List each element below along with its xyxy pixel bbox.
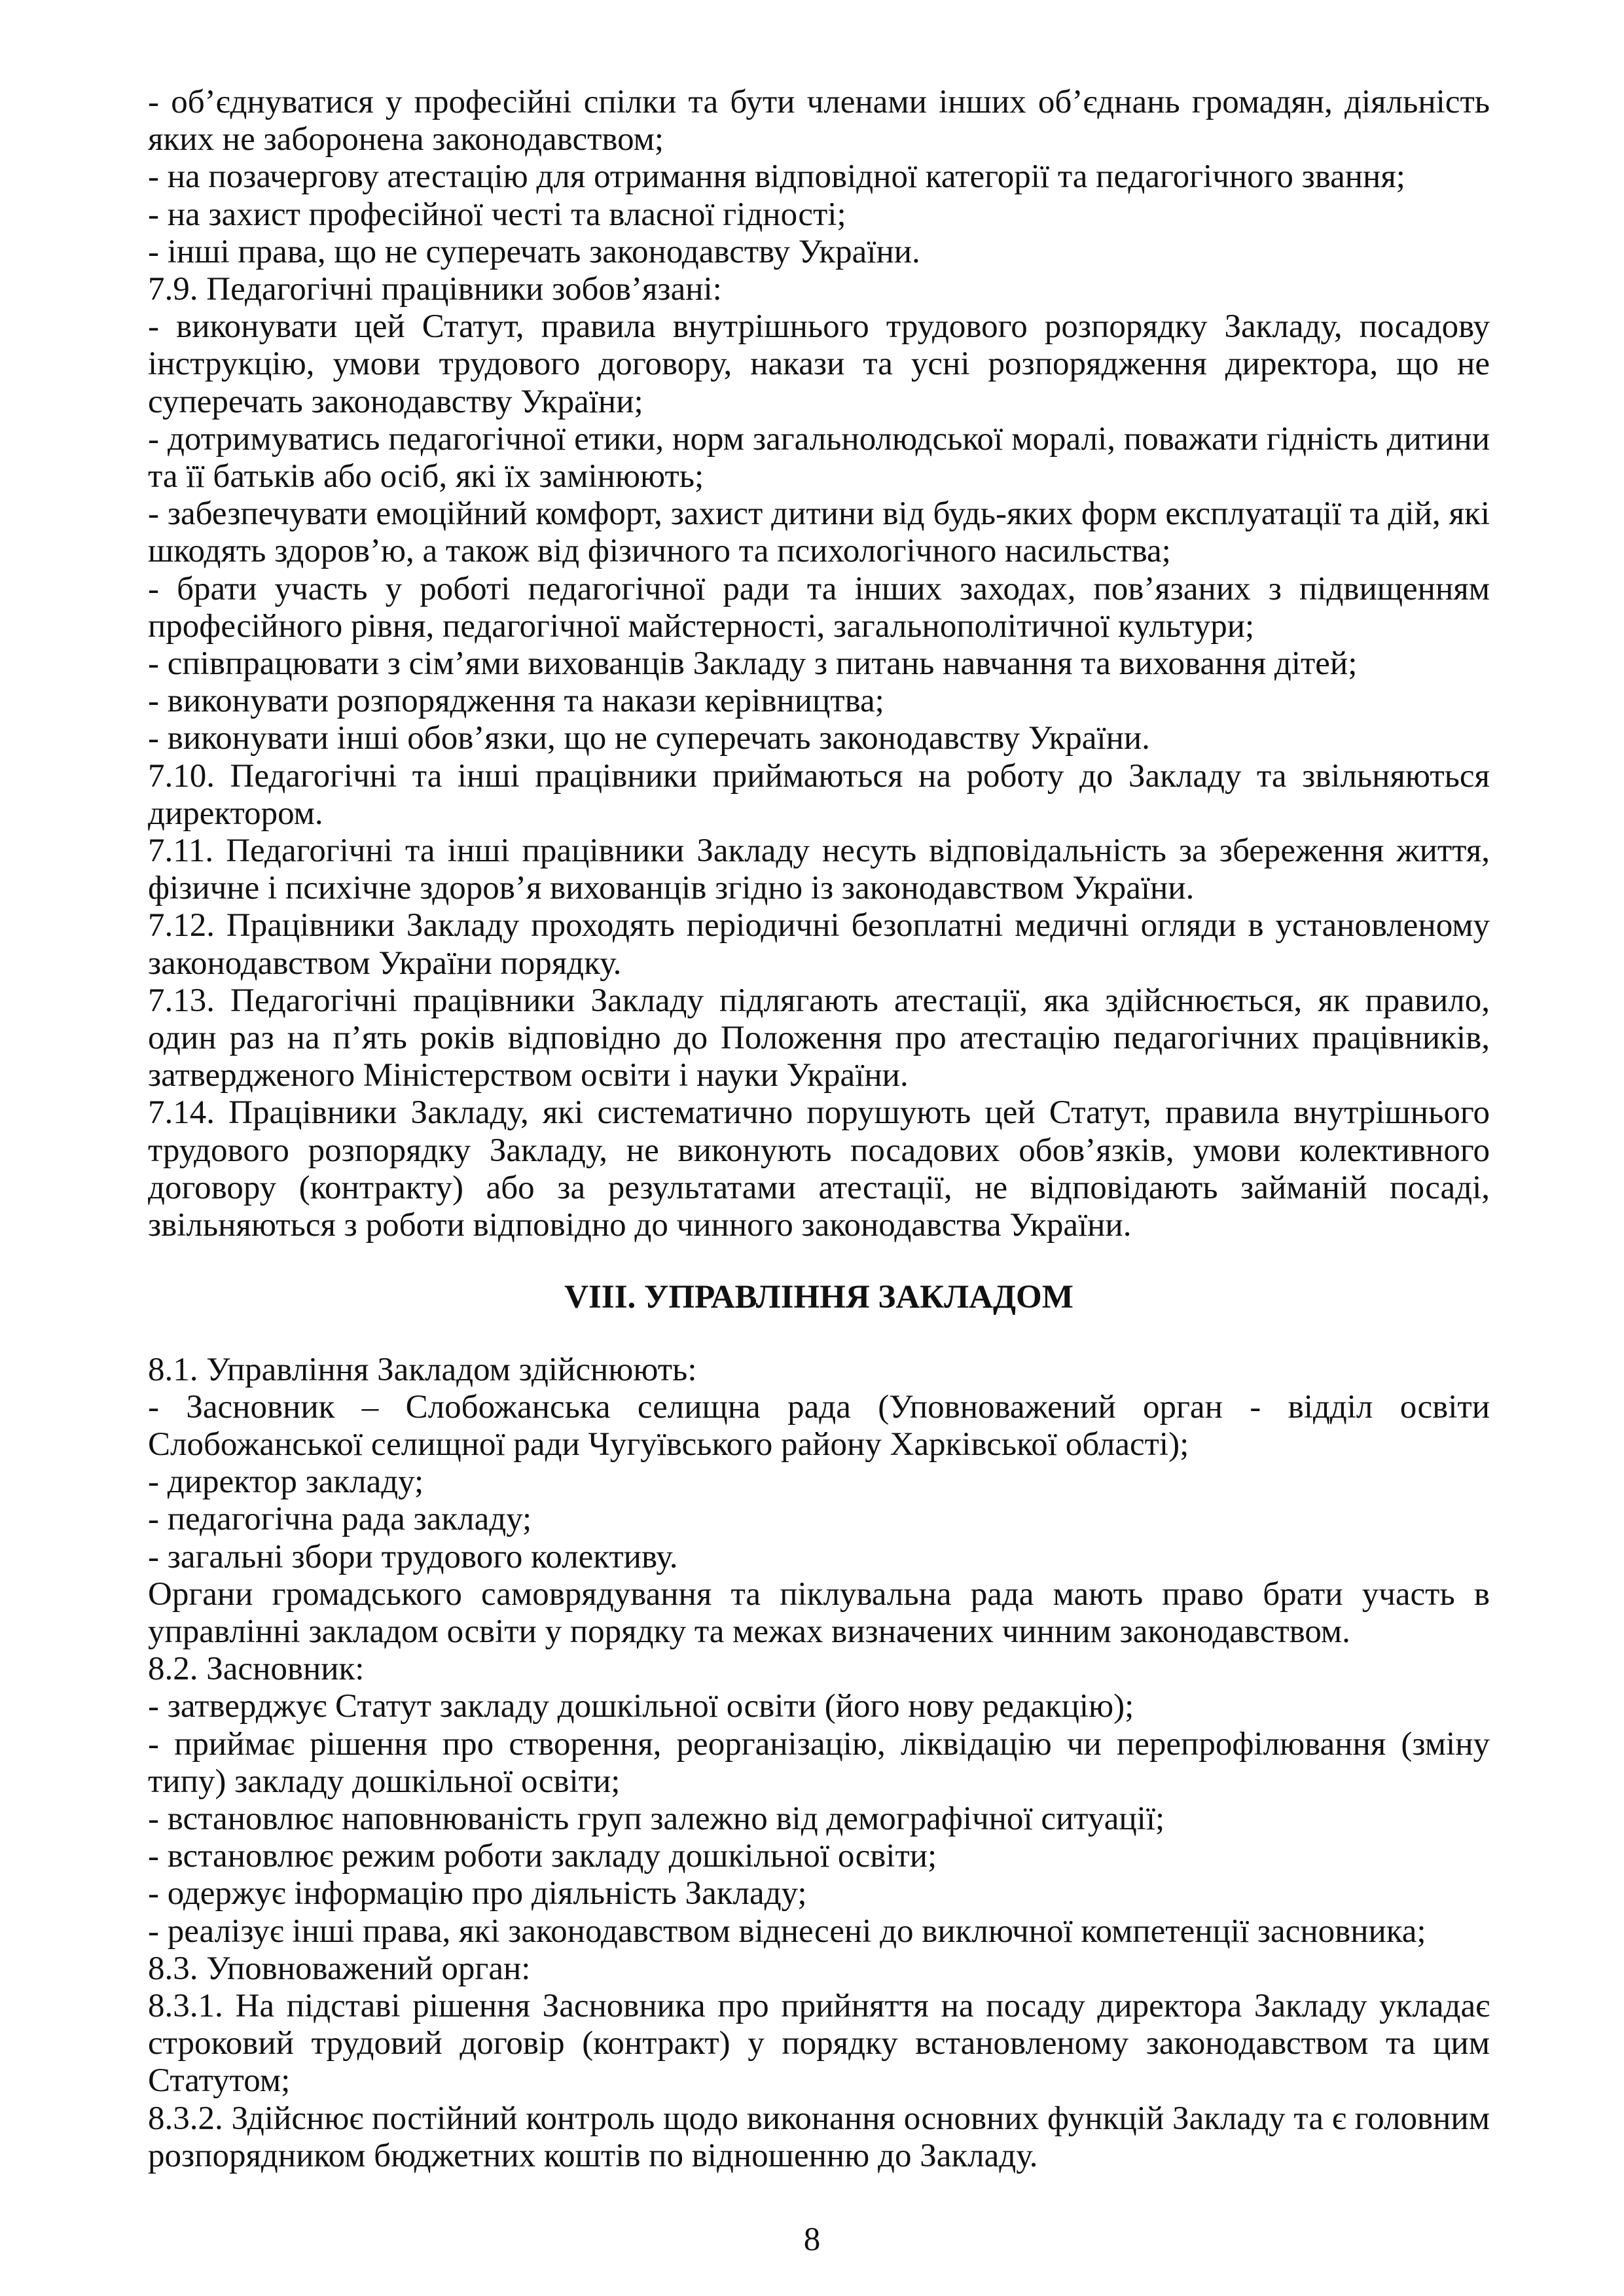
paragraph: - реалізує інші права, які законодавством віднесені до виключної компетенції засновника; [148,1912,1426,1950]
paragraph: - на захист професійної честі та власної гідності; [148,196,846,233]
clause-7-9: 7.9. Педагогічні працівники зобов’язані: [148,271,722,308]
paragraph: - встановлює наповнюваність груп залежно від демографічної ситуації; [148,1800,1165,1837]
clause-7-11: 7.11. Педагогічні та інші працівники Закладу несуть відповідальність за збереження життя, фізичне і психічне здоров’я вихованців згідно із законодавством України. [148,833,1490,907]
section-8 [148,1352,1490,2175]
clause-8-3-2: 8.3.2. Здійснює постійний контроль щодо виконання основних функцій Закладу та є головним розпорядником бюджетних коштів по відношенню до Закладу. [148,2100,1490,2174]
paragraph: Органи громадського самоврядування та піклувальна рада мають право брати участь в управлінні закладом освіти у порядку та межах визначених чинним законодавством. [148,1575,1490,1650]
paragraph: - педагогічна рада закладу; [148,1501,532,1538]
clause-7-13: 7.13. Педагогічні працівники Закладу підлягають атестації, яка здійснюється, як правило, один раз на п’ять років відповідно до Положення про атестацію педагогічних працівників, затвердженого Міністерством освіти і науки України. [148,982,1490,1094]
document-page [148,84,1490,2175]
paragraph: - Засновник – Слобожанська селищна рада (Уповноважений орган - відділ освіти Слобожанської селищної ради Чугуївського району Харківської області); [148,1388,1490,1463]
paragraph: - виконувати інші обов’язки, що не суперечать законодавству України. [148,720,1150,757]
section-7-continued [148,84,1490,1244]
clause-8-1: 8.1. Управління Закладом здійснюють: [148,1351,697,1388]
paragraph: - одержує інформацію про діяльність Закладу; [148,1875,807,1912]
paragraph: - виконувати розпорядження та накази керівництва; [148,683,884,720]
paragraph: - виконувати цей Статут, правила внутрішнього трудового розпорядку Закладу, посадову інструкцію, умови трудового договору, накази та усні розпорядження директора, що не суперечать законодавству України; [148,308,1490,420]
paragraph: - забезпечувати емоційний комфорт, захист дитини від будь-яких форм експлуатації та дій, які шкодять здоров’ю, а також від фізичного та психологічного насильства; [148,495,1490,570]
clause-7-12: 7.12. Працівники Закладу проходять періодичні безоплатні медичні огляди в установленому законодавством України порядку. [148,907,1490,982]
clause-7-10: 7.10. Педагогічні та інші працівники приймаються на роботу до Закладу та звільняються директором. [148,757,1490,832]
section-8-heading: VIII. УПРАВЛІННЯ ЗАКЛАДОМ [564,1279,1074,1316]
clause-8-2: 8.2. Засновник: [148,1651,365,1688]
paragraph: - об’єднуватися у професійні спілки та бути членами інших об’єднань громадян, діяльність яких не заборонена законодавством; [148,84,1490,158]
clause-8-3: 8.3. Уповноважений орган: [148,1950,531,1987]
paragraph: - брати участь у роботі педагогічної ради та інших заходах, пов’язаних з підвищенням професійного рівня, педагогічної майстерності, загальнополітичної культури; [148,570,1490,645]
paragraph: - загальні збори трудового колективу. [148,1538,678,1575]
paragraph: - директор закладу; [148,1463,424,1501]
paragraph: - затверджує Статут закладу дошкільної освіти (його нову редакцію); [148,1688,1134,1725]
clause-7-14: 7.14. Працівники Закладу, які систематично порушують цей Статут, правила внутрішнього трудового розпорядку Закладу, не виконують посадових обов’язків, умови колективного договору (контракту) або за результатами атестації, не відповідають займаній посаді, звільняються з роботи відповідно до чинного законодавства України. [148,1094,1490,1244]
clause-8-3-1: 8.3.1. На підставі рішення Засновника про прийняття на посаду директора Закладу укладає строковий трудовий договір (контракт) у порядку встановленому законодавством та цим Статутом; [148,1987,1490,2100]
paragraph: - інші права, що не суперечать законодавству України. [148,233,920,270]
paragraph: - на позачергову атестацію для отримання відповідної категорії та педагогічного звання; [148,158,1405,196]
paragraph: - встановлює режим роботи закладу дошкільної освіти; [148,1838,937,1875]
paragraph: - приймає рішення про створення, реорганізацію, ліквідацію чи перепрофілювання (зміну типу) закладу дошкільної освіти; [148,1725,1490,1800]
paragraph: - співпрацювати з сім’ями вихованців Закладу з питань навчання та виховання дітей; [148,645,1358,683]
page-number: 8 [803,2221,821,2258]
paragraph: - дотримуватись педагогічної етики, норм загальнолюдської моралі, поважати гідність дитини та її батьків або осіб, які їх замінюють; [148,420,1490,495]
